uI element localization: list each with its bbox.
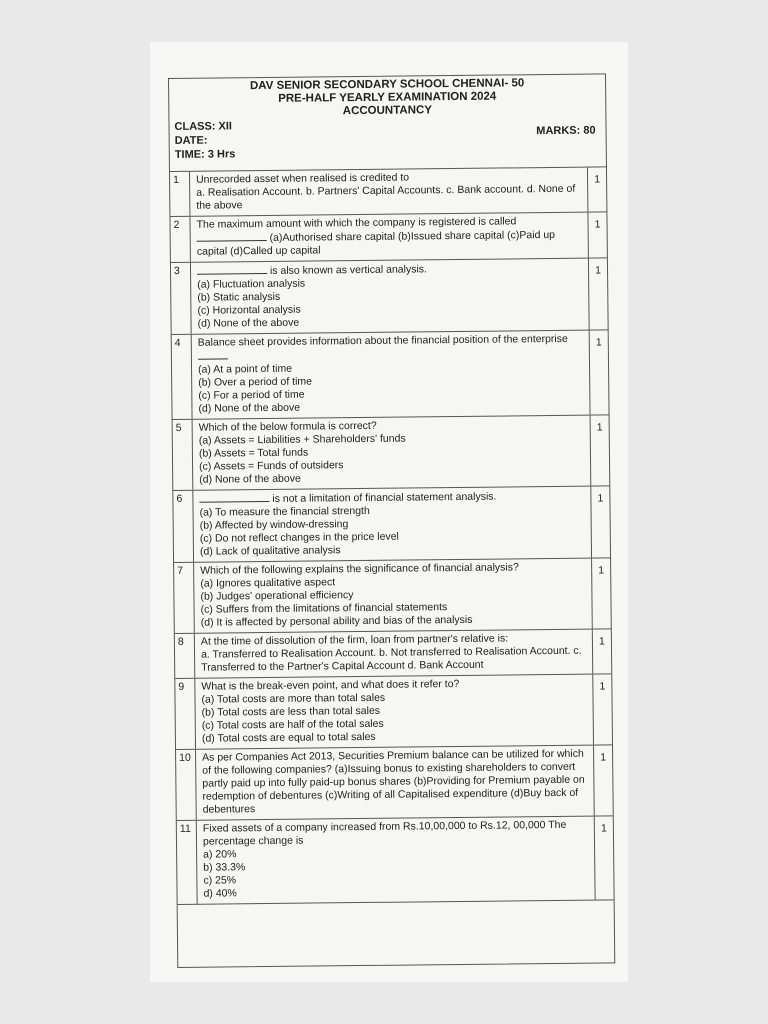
question-row (171, 258, 608, 335)
answer-option: a. Transferred to Realisation Account. b. Not transferred to Realisation Account. c. Transferred to the Partner's Capital Account d. Bank Account (200, 644, 582, 674)
stem-text-continued: is also known as vertical analysis. (269, 263, 427, 277)
question-text (190, 213, 588, 262)
time-label: TIME: 3 Hrs (174, 148, 236, 161)
question-row (176, 745, 613, 821)
question-text (197, 817, 596, 904)
question-row (172, 330, 609, 420)
answer-blank (197, 231, 267, 242)
subject-title: ACCOUNTANCY (342, 104, 433, 118)
question-number: 6 (173, 491, 194, 562)
answer-option: (c) Assets = Funds of outsiders (199, 459, 344, 473)
exam-title: PRE-HALF YEARLY EXAMINATION 2024 (278, 90, 497, 105)
question-marks: 1 (594, 218, 601, 231)
question-text (192, 331, 591, 419)
question-marks: 1 (598, 635, 605, 648)
question-number: 11 (177, 821, 198, 904)
question-row (175, 674, 612, 750)
answer-option: a. Realisation Account. b. Partners' Capital Accounts. c. Bank account. d. None of the above (196, 182, 576, 212)
question-number: 10 (176, 750, 197, 820)
stem-text: As per Companies Act 2013, Securities Premium balance can be utilized for which of the following companies? (a)Issuing bonus to existing shareholders to convert partly paid up into fully paid-up bonus shares (b)Providing for Premium payable on redemption of debentures (c)Writing of all Capitalised expenditure (d)Buy back of debentures (202, 747, 585, 816)
answer-blank (197, 264, 267, 275)
answer-option: (b) Assets = Total funds (198, 446, 309, 460)
answer-option: (d) It is affected by personal ability and bias of the analysis (200, 613, 473, 629)
marks-label: MARKS: 80 (536, 124, 596, 138)
stem-text: The maximum amount with which the company is registered is called (196, 215, 517, 231)
question-row (174, 558, 611, 634)
answer-option: (a) Ignores qualitative aspect (200, 576, 336, 590)
answer-option: (a) Fluctuation analysis (197, 277, 306, 291)
question-text (195, 630, 593, 678)
question-marks: 1 (599, 680, 606, 693)
answer-option: (d) Lack of qualitative analysis (199, 544, 341, 558)
answer-option: b) 33.3% (203, 861, 246, 874)
stem-text: What is the break-even point, and what does it refer to? (201, 677, 460, 693)
question-number: 7 (174, 563, 195, 633)
answer-blank (198, 349, 228, 359)
question-text (194, 559, 593, 633)
stem-text: At the time of dissolution of the firm, loan from partner's relative is: (200, 632, 509, 648)
question-number: 2 (170, 217, 190, 262)
question-marks: 1 (600, 751, 607, 764)
stem-text: Unrecorded asset when realised is credited to (196, 171, 410, 186)
question-text (193, 487, 592, 562)
question-row (175, 629, 611, 679)
answer-option: (d) None of the above (197, 316, 300, 330)
question-text (191, 259, 590, 334)
question-marks: 1 (597, 492, 604, 505)
question-marks: 1 (595, 264, 602, 277)
question-number: 3 (171, 263, 192, 334)
question-stem (196, 215, 583, 259)
stem-text-continued: is not a limitation of financial statement analysis. (272, 490, 497, 505)
question-row (170, 212, 606, 263)
question-text (195, 675, 594, 749)
answer-option: (c) Horizontal analysis (197, 303, 301, 317)
answer-option: c) 25% (203, 874, 237, 887)
question-number: 9 (175, 679, 196, 749)
answer-option: (a) Total costs are more than total sales (201, 691, 386, 706)
answer-option: (c) Suffers from the limitations of financial statements (200, 601, 448, 616)
question-marks: 1 (595, 336, 602, 349)
question-text (193, 416, 592, 490)
answer-option: (b) Affected by window-dressing (199, 518, 349, 532)
answer-option: (c) Do not reflect changes in the price level (199, 530, 399, 545)
answer-option: (b) Static analysis (197, 290, 281, 304)
answer-option: (a) At a point of time (197, 362, 293, 376)
question-marks: 1 (594, 173, 601, 186)
date-label: DATE: (174, 134, 208, 147)
question-table (170, 167, 614, 905)
question-row (177, 816, 614, 905)
question-text (190, 168, 588, 216)
answer-option: (d) Total costs are equal to total sales (201, 730, 376, 745)
class-label: CLASS: XII (174, 120, 233, 133)
answer-option: a) 20% (203, 848, 237, 861)
stem-text: Which of the below formula is correct? (198, 419, 377, 434)
question-number: 1 (170, 172, 190, 216)
answer-blank (199, 492, 269, 503)
stem-text: Fixed assets of a company increased from Rs.10,00,000 to Rs.12, 00,000 The percentage change is (202, 818, 567, 848)
answer-option: (d) None of the above (199, 472, 301, 486)
question-row (170, 167, 606, 217)
question-marks: 1 (596, 421, 603, 434)
stem-text-continued: (a)Authorised share capital (b)Issued share capital (c)Paid up capital (d)Called up capital (196, 228, 556, 258)
question-marks: 1 (600, 822, 607, 835)
school-name: DAV SENIOR SECONDARY SCHOOL CHENNAI- 50 (249, 77, 525, 93)
question-row (173, 415, 610, 491)
answer-option: (c) Total costs are half of the total sales (201, 717, 384, 732)
answer-option: (b) Total costs are less than total sales (201, 704, 381, 719)
question-number: 5 (173, 420, 194, 490)
question-number: 4 (172, 335, 193, 419)
question-stem (203, 819, 590, 849)
stem-text: Which of the following explains the significance of financial analysis? (200, 561, 519, 577)
question-number: 8 (175, 634, 195, 678)
question-text (196, 746, 595, 820)
answer-option: (b) Over a period of time (198, 375, 313, 389)
answer-option: (a) Assets = Liabilities + Shareholders' funds (198, 432, 406, 447)
answer-option: (c) For a period of time (198, 388, 305, 402)
answer-option: (a) To measure the financial strength (199, 504, 370, 519)
question-stem (198, 333, 585, 364)
stem-text: Balance sheet provides information about the financial position of the enterprise (197, 332, 568, 349)
exam-header (169, 74, 606, 172)
answer-option: d) 40% (203, 887, 237, 900)
answer-option: (d) None of the above (198, 401, 301, 415)
question-marks: 1 (598, 564, 605, 577)
question-stem (202, 748, 590, 817)
question-row (173, 486, 610, 563)
exam-sheet (168, 73, 615, 968)
answer-option: (b) Judges' operational efficiency (200, 589, 354, 603)
